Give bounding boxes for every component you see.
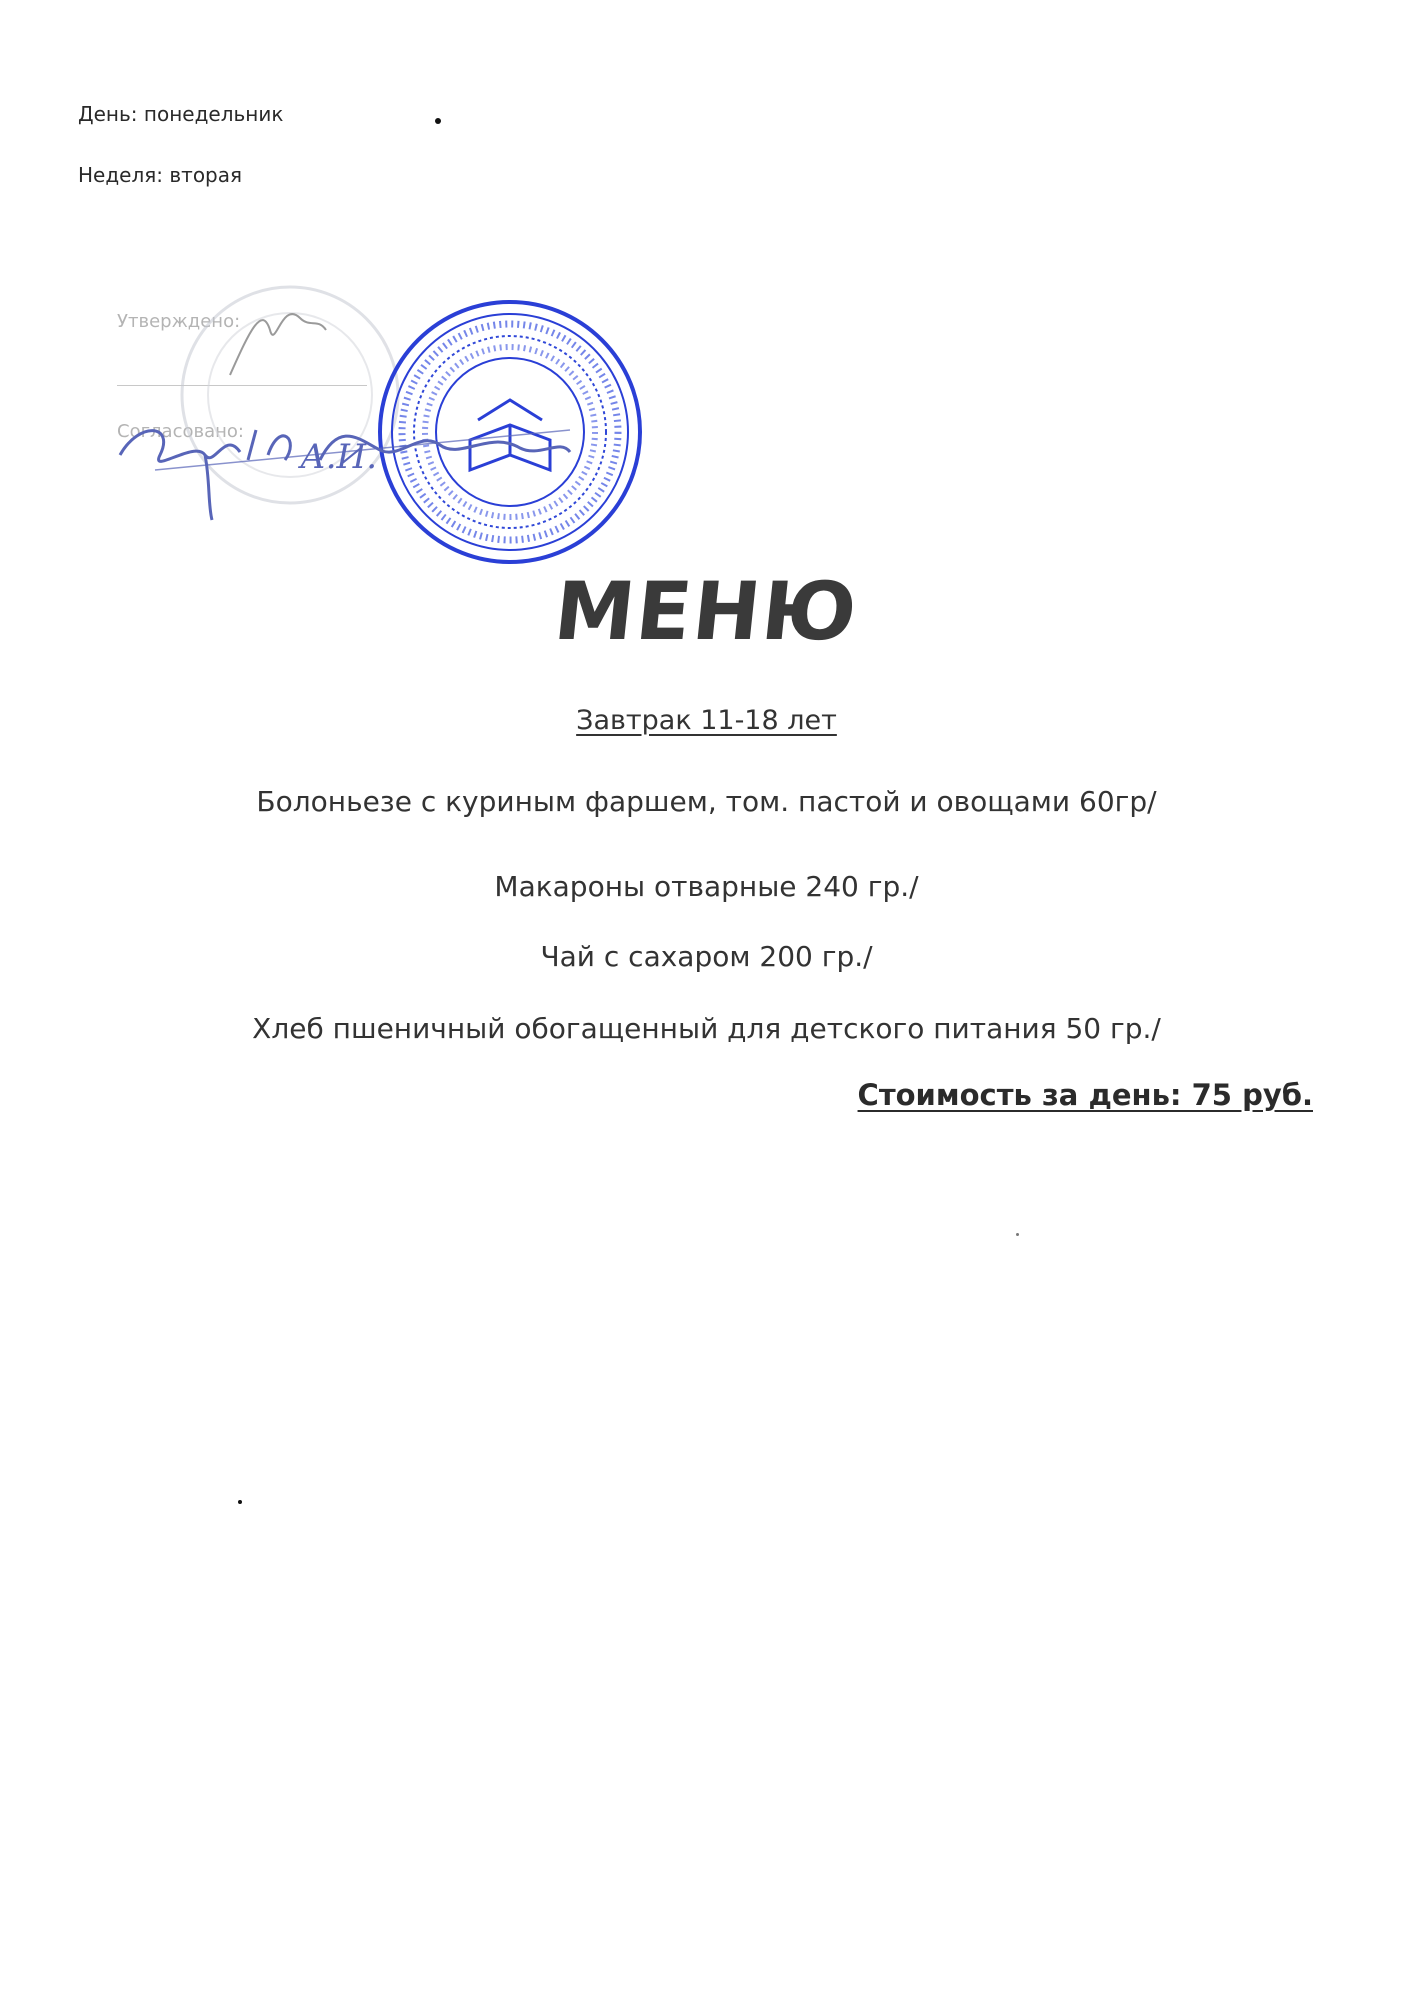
week-label: Неделя: вторая <box>78 163 243 187</box>
menu-item: Чай с сахаром 200 гр./ <box>540 940 873 973</box>
scan-speck <box>1016 1233 1019 1236</box>
book-emblem-icon <box>470 400 550 470</box>
agreed-label: Согласовано: <box>117 421 244 442</box>
menu-item: Болоньезе с куриным фаршем, том. пастой и овощами 60гр/ <box>256 785 1157 818</box>
menu-item: Хлеб пшеничный обогащенный для детского питания 50 гр./ <box>252 1012 1161 1045</box>
stamps-and-signatures <box>0 0 1413 620</box>
daily-price: Стоимость за день: 75 руб. <box>857 1078 1313 1112</box>
menu-item: Макароны отварные 240 гр./ <box>494 870 919 903</box>
agreed-signature-initials: А.И. <box>300 437 378 477</box>
meal-heading-text: Завтрак 11-18 лет <box>576 705 837 736</box>
menu-title: МЕНЮ <box>550 565 863 658</box>
meal-heading <box>0 705 1413 736</box>
scan-speck <box>238 1500 242 1504</box>
approved-label: Утверждено: <box>117 311 241 332</box>
official-seal <box>380 302 640 562</box>
day-label: День: понедельник <box>78 102 284 126</box>
approved-signature <box>230 314 326 375</box>
